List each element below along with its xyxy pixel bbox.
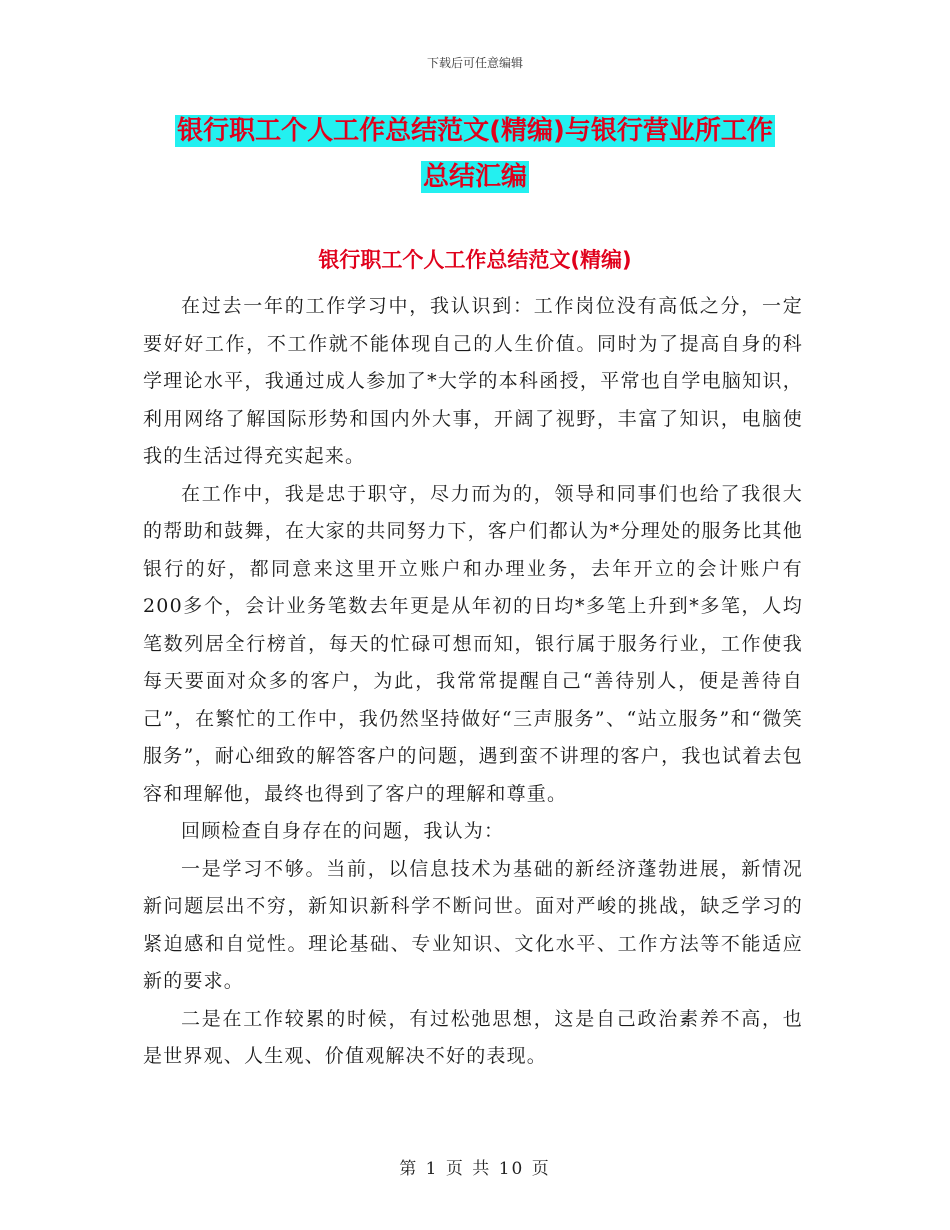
paragraph: 回顾检查自身存在的问题，我认为： xyxy=(181,820,505,842)
page-indicator: 第 1 页 共 10 页 xyxy=(399,1159,551,1179)
document-title xyxy=(120,108,830,200)
header-note: 下载后可任意编辑 xyxy=(426,56,523,70)
paragraph: 一是学习不够。当前，以信息技术为基础的新经济蓬勃进展，新情况新问题层出不穷，新知识新科学不断问世。面对严峻的挑战，缺乏学习的紧迫感和自觉性。理论基础、专业知识、文化水平、工作方法等不能适应新的要求。 xyxy=(143,857,803,992)
document-title-line1: 银行职工个人工作总结范文(精编)与银行营业所工作 xyxy=(177,116,773,146)
section-title: 银行职工个人工作总结范文(精编) xyxy=(318,248,632,272)
paragraph: 在工作中，我是忠于职守，尽力而为的，领导和同事们也给了我很大的帮助和鼓舞，在大家的共同努力下，客户们都认为*分理处的服务比其他银行的好，都同意来这里开立账户和办理业务，去年开立的会计账户有200多个，会计业务笔数去年更是从年初的日均*多笔上升到*多笔，人均笔数列居全行榜首，每天的忙碌可想而知，银行属于服务行业，工作使我每天要面对众多的客户，为此，我常常提醒自己“善待别人，便是善待自己”，在繁忙的工作中，我仍然坚持做好“三声服务”、“站立服务”和“微笑服务”，耐心细致的解答客户的问题，遇到蛮不讲理的客户，我也试着去包容和理解他，最终也得到了客户的理解和尊重。 xyxy=(143,482,803,805)
paragraph: 在过去一年的工作学习中，我认识到：工作岗位没有高低之分，一定要好好工作，不工作就不能体现自己的人生价值。同时为了提高自身的科学理论水平，我通过成人参加了*大学的本科函授，平常也自学电脑知识，利用网络了解国际形势和国内外大事，开阔了视野，丰富了知识，电脑使我的生活过得充实起来。 xyxy=(143,295,803,467)
paragraph: 二是在工作较累的时候，有过松弛思想，这是自己政治素养不高，也是世界观、人生观、价值观解决不好的表现。 xyxy=(143,1007,803,1067)
body-text xyxy=(143,288,803,1076)
document-title-line2: 总结汇编 xyxy=(422,162,527,192)
